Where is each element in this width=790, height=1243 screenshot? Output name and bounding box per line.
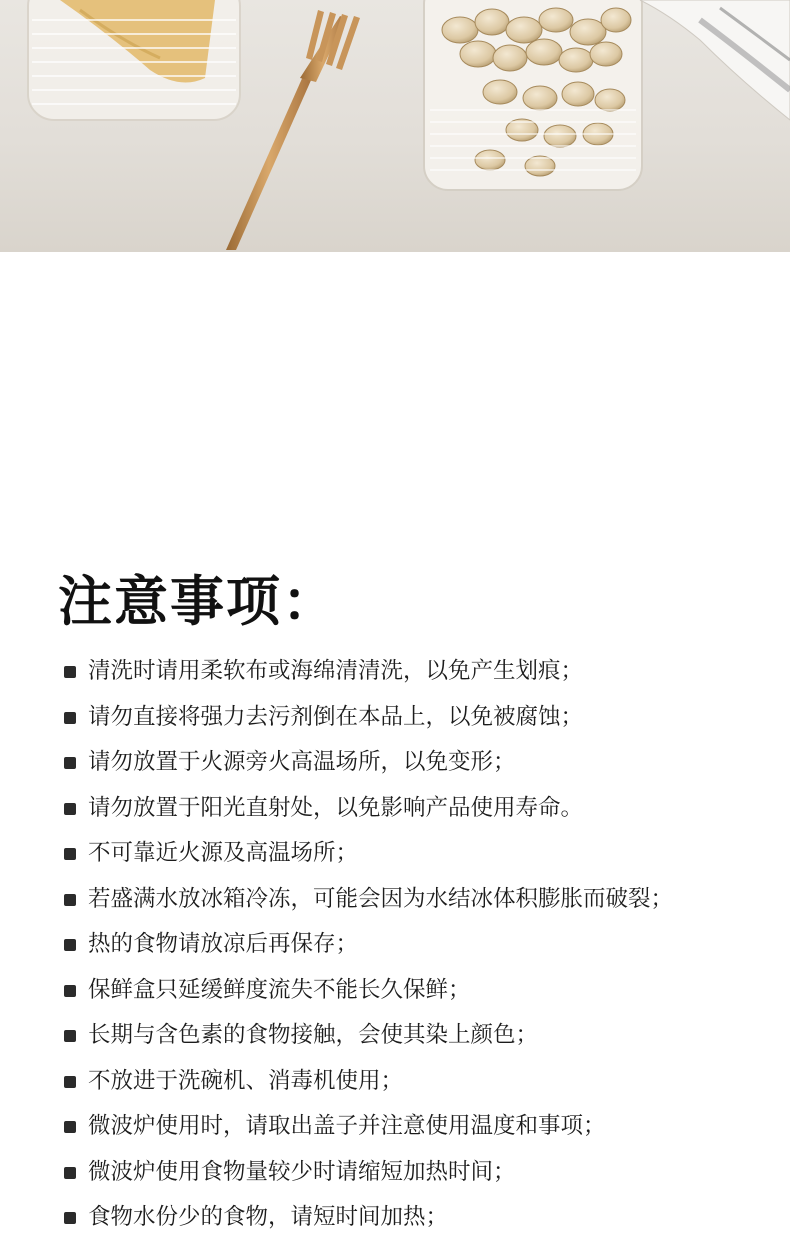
notice-item-text: 热的食物请放凉后再保存； xyxy=(88,931,359,957)
notice-item-text: 微波炉使用时，请取出盖子并注意使用温度和事项； xyxy=(88,1113,606,1139)
bullet-icon xyxy=(64,894,76,906)
notice-item xyxy=(62,1197,673,1243)
product-photo-illustration xyxy=(0,0,790,252)
notice-item-text: 食物水份少的食物，请短时间加热； xyxy=(88,1204,449,1230)
bullet-icon xyxy=(64,1167,76,1179)
bullet-icon xyxy=(64,1076,76,1088)
bullet-icon xyxy=(64,939,76,951)
bullet-icon xyxy=(64,1212,76,1224)
notice-item-text: 微波炉使用食物量较少时请缩短加热时间； xyxy=(88,1158,516,1185)
notice-item xyxy=(62,970,673,1016)
rolled-magazine xyxy=(640,0,790,120)
product-photo xyxy=(0,0,790,252)
notice-item xyxy=(62,697,673,743)
notice-item-text: 若盛满水放冰箱冷冻，可能会因为水结冰体积膨胀而破裂； xyxy=(88,885,674,912)
notice-item-text: 长期与含色素的食物接触，会使其染上颜色； xyxy=(88,1022,539,1048)
left-container xyxy=(28,0,240,120)
gold-fork xyxy=(226,10,360,250)
notice-item xyxy=(62,651,673,697)
bullet-icon xyxy=(64,757,76,769)
bullet-icon xyxy=(64,848,76,860)
notice-item xyxy=(62,879,673,925)
notice-item xyxy=(62,742,673,788)
notice-item-text: 清洗时请用柔软布或海绵清清洗，以免产生划痕； xyxy=(88,658,584,684)
bullet-icon xyxy=(64,985,76,997)
notice-item xyxy=(62,1152,673,1198)
bullet-icon xyxy=(64,803,76,815)
notice-item-text: 请勿直接将强力去污剂倒在本品上，以免被腐蚀； xyxy=(88,703,584,730)
right-container xyxy=(424,0,642,190)
notice-item xyxy=(62,924,673,970)
notice-list xyxy=(62,651,673,1243)
notice-item-text: 请勿放置于阳光直射处，以免影响产品使用寿命。 xyxy=(88,794,584,821)
notice-item xyxy=(62,1106,673,1152)
notice-item xyxy=(62,1015,673,1061)
notice-item-text: 不可靠近火源及高温场所； xyxy=(88,840,359,866)
bullet-icon xyxy=(64,1121,76,1133)
bullet-icon xyxy=(64,1030,76,1042)
notice-item-text: 不放进于洗碗机、消毒机使用； xyxy=(88,1067,404,1094)
notice-item xyxy=(62,833,673,879)
notice-item-text: 请勿放置于火源旁火高温场所，以免变形； xyxy=(88,749,516,775)
notice-title: 注意事项： xyxy=(58,570,338,633)
notice-item-text: 保鲜盒只延缓鲜度流失不能长久保鲜； xyxy=(88,976,471,1003)
notice-item xyxy=(62,788,673,834)
bullet-icon xyxy=(64,666,76,678)
notice-item xyxy=(62,1061,673,1107)
bullet-icon xyxy=(64,712,76,724)
